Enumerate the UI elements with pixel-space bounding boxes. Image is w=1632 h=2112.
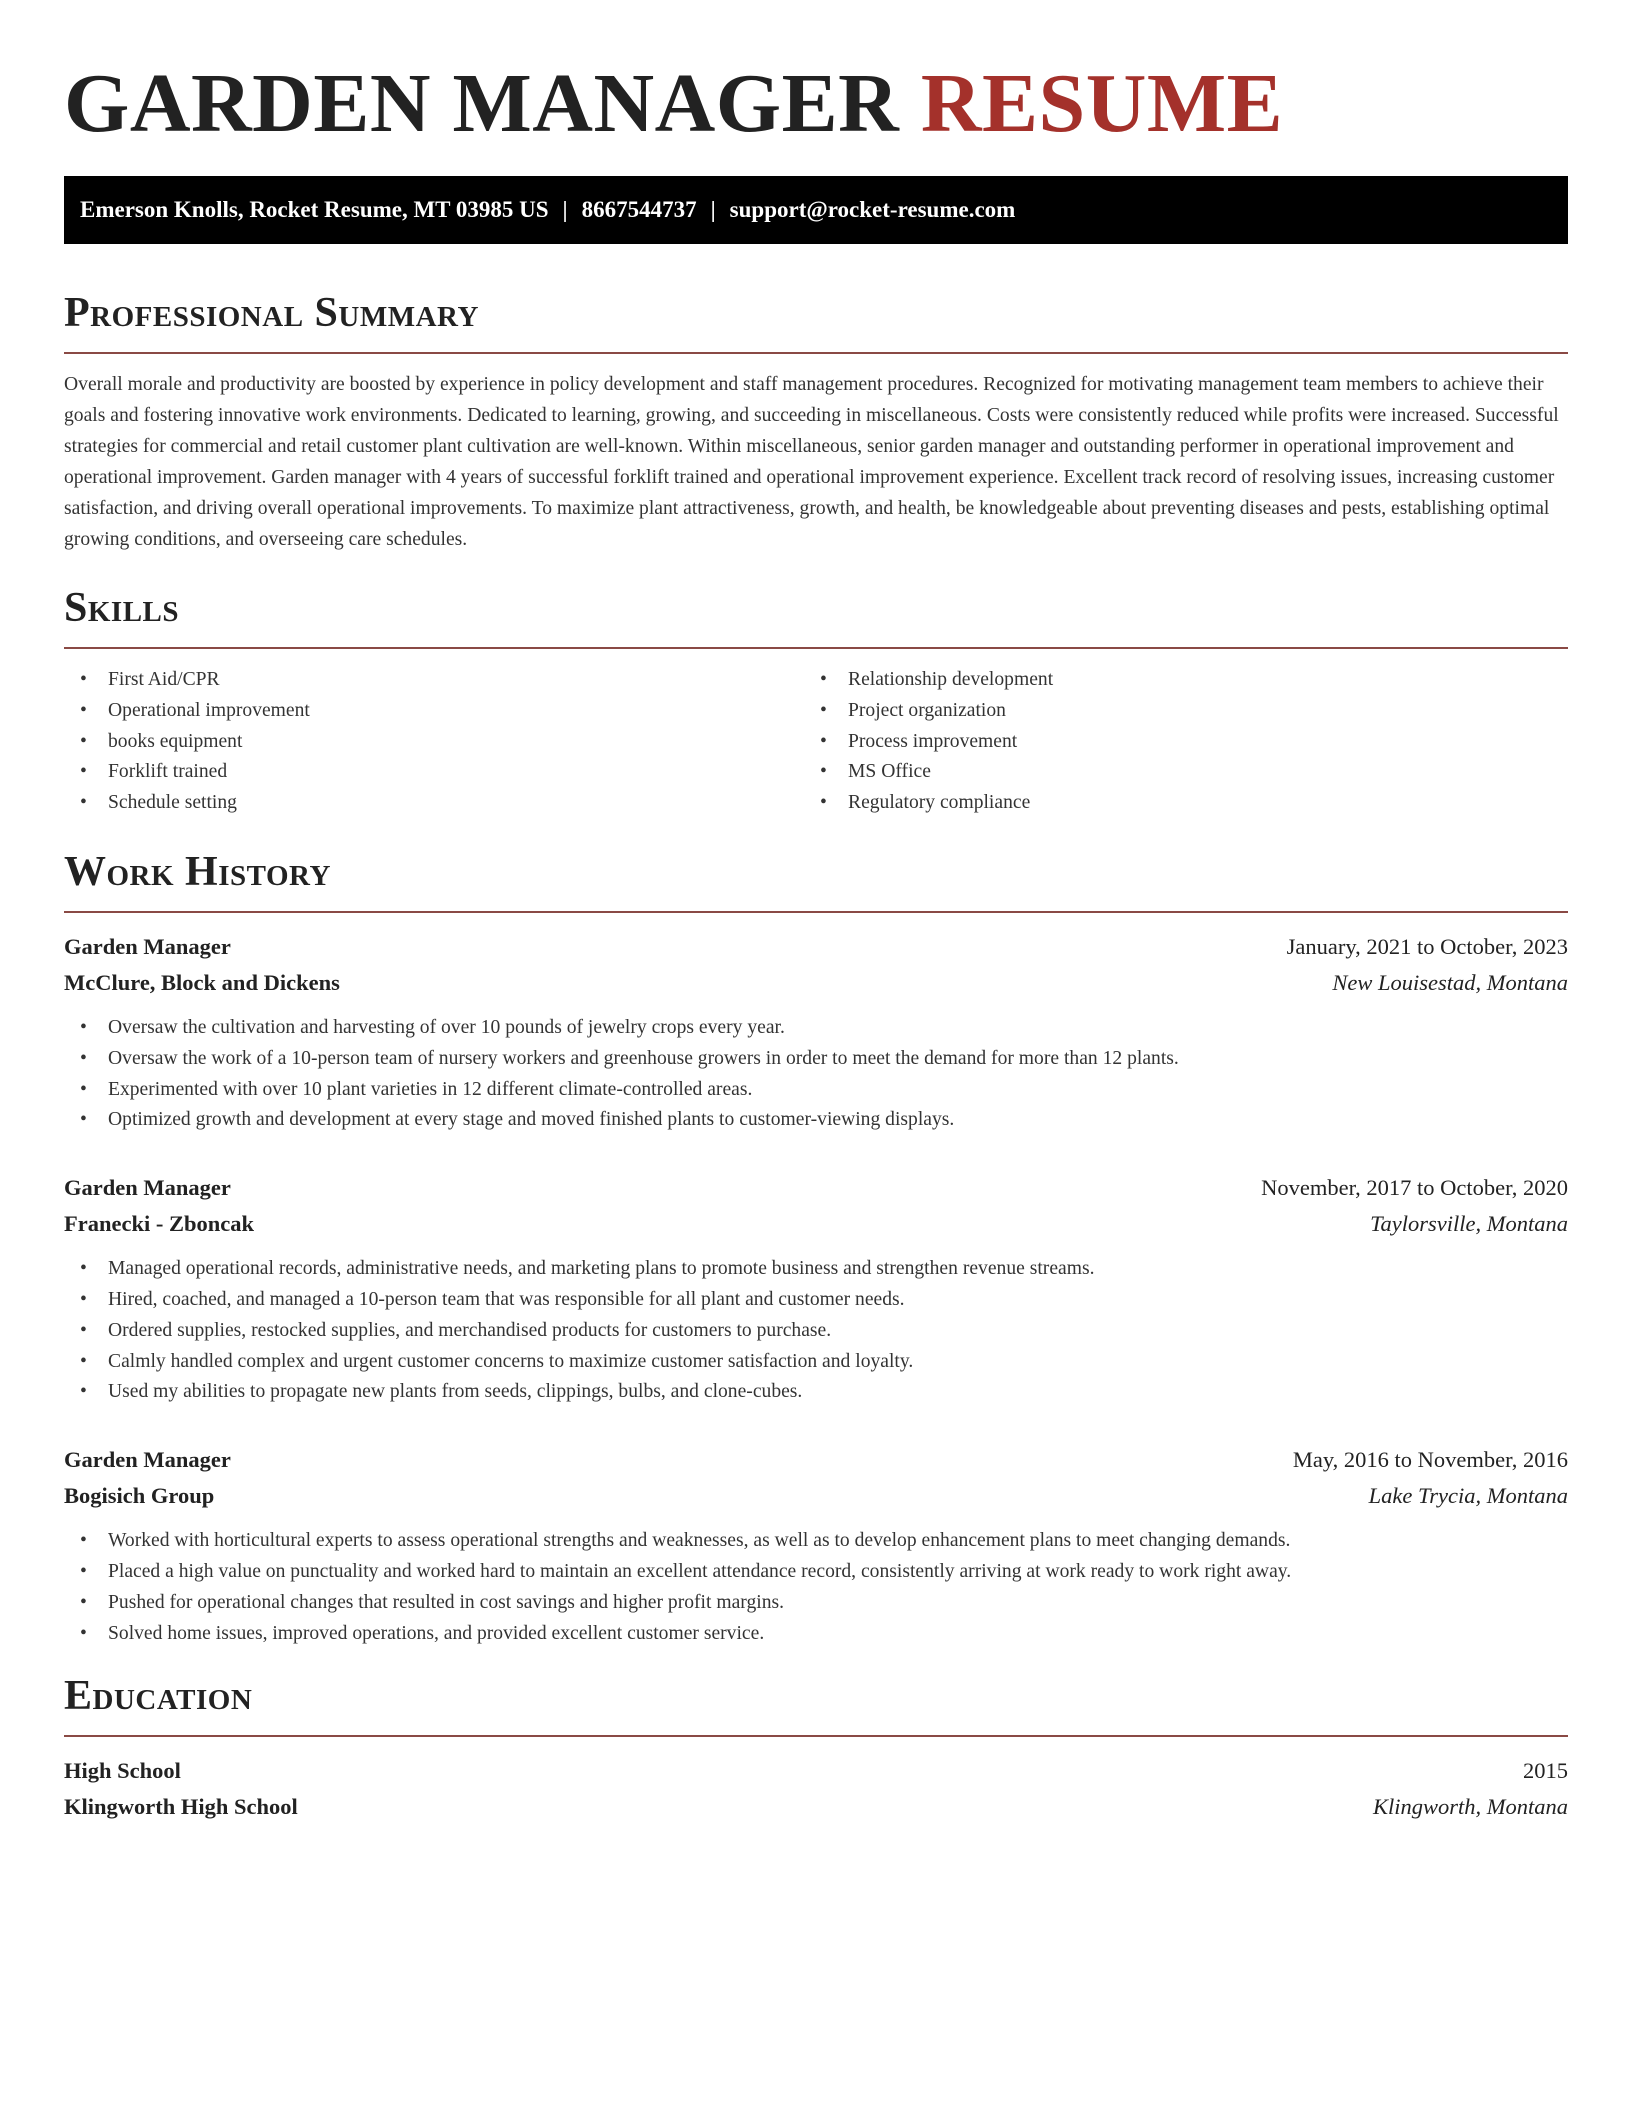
skills-heading: Skills <box>64 583 1568 649</box>
job-entry <box>64 929 1568 1136</box>
resume-page <box>64 0 1568 1825</box>
job-title: Garden Manager <box>64 1447 231 1473</box>
education-degree: High School <box>64 1758 181 1784</box>
skills-list <box>64 665 1568 819</box>
job-dates: January, 2021 to October, 2023 <box>1286 933 1568 959</box>
job-company: Franecki - Zboncak <box>64 1211 255 1237</box>
contact-bar <box>64 176 1568 244</box>
job-bullet: • Worked with horticultural experts to assess operational strengths and weaknesses, as well as to develop enhancement plans to meet changing demands. <box>64 1526 1568 1557</box>
job-location: New Louisestad, Montana <box>1332 969 1568 995</box>
skill-item: • Schedule setting <box>64 788 804 819</box>
skill-item: • Regulatory compliance <box>804 788 1544 819</box>
title-main: GARDEN MANAGER <box>64 57 900 150</box>
job-bullet: • Placed a high value on punctuality and worked hard to maintain an excellent attendance record, consistently arriving at work ready to work right away. <box>64 1557 1568 1588</box>
education-year: 2015 <box>1523 1758 1568 1784</box>
education-location: Klingworth, Montana <box>1372 1794 1568 1820</box>
job-bullet: • Used my abilities to propagate new plants from seeds, clippings, bulbs, and clone-cubes. <box>64 1377 1568 1408</box>
job-bullet: • Managed operational records, administrative needs, and marketing plans to promote business and strengthen revenue streams. <box>64 1254 1568 1285</box>
work-history-heading: Work History <box>64 847 1568 913</box>
contact-separator: | <box>710 197 716 222</box>
skill-item: • books equipment <box>64 727 804 758</box>
education-school: Klingworth High School <box>64 1794 298 1820</box>
job-bullet: • Calmly handled complex and urgent customer concerns to maximize customer satisfaction and loyalty. <box>64 1347 1568 1378</box>
skills-column-left <box>64 665 804 819</box>
job-entry <box>64 1442 1568 1649</box>
job-location: Taylorsville, Montana <box>1370 1211 1568 1237</box>
contact-email: support@rocket-resume.com <box>729 197 1016 222</box>
job-dates: November, 2017 to October, 2020 <box>1261 1175 1568 1201</box>
title-accent: RESUME <box>920 57 1284 150</box>
skill-item: • Project organization <box>804 696 1544 727</box>
skills-column-right <box>804 665 1544 819</box>
job-bullet: • Oversaw the cultivation and harvesting of over 10 pounds of jewelry crops every year. <box>64 1013 1568 1044</box>
job-bullet: • Pushed for operational changes that resulted in cost savings and higher profit margins. <box>64 1588 1568 1619</box>
contact-separator: | <box>562 197 568 222</box>
job-bullet: • Oversaw the work of a 10-person team of nursery workers and greenhouse growers in order to meet the demand for more than 12 plants. <box>64 1044 1568 1075</box>
job-title: Garden Manager <box>64 933 231 959</box>
job-bullet: • Optimized growth and development at every stage and moved finished plants to customer-viewing displays. <box>64 1105 1568 1136</box>
job-location: Lake Trycia, Montana <box>1368 1483 1568 1509</box>
job-entry <box>64 1170 1568 1408</box>
job-bullet: • Solved home issues, improved operations, and provided excellent customer service. <box>64 1619 1568 1650</box>
job-dates: May, 2016 to November, 2016 <box>1292 1447 1568 1473</box>
skill-item: • Process improvement <box>804 727 1544 758</box>
education-heading: Education <box>64 1671 1568 1737</box>
skill-item: • Operational improvement <box>64 696 804 727</box>
education-entry <box>64 1753 1568 1825</box>
job-company: McClure, Block and Dickens <box>64 969 340 995</box>
skill-item: • Relationship development <box>804 665 1544 696</box>
job-title: Garden Manager <box>64 1175 231 1201</box>
job-company: Bogisich Group <box>64 1483 215 1509</box>
contact-address: Emerson Knolls, Rocket Resume, MT 03985 US <box>80 197 549 222</box>
summary-heading: Professional Summary <box>64 288 1568 354</box>
skill-item: • First Aid/CPR <box>64 665 804 696</box>
summary-text: Overall morale and productivity are boosted by experience in policy development and staff management procedures. Recognized for motivating management team members to achieve their goals and fostering innovative work environments. Dedicated to learning, growing, and succeeding in miscellaneous. Costs were consistently reduced while profits were increased. Successful strategies for commercial and retail customer plant cultivation are well-known. Within miscellaneous, senior garden manager and outstanding performer in operational improvement and operational improvement. Garden manager with 4 years of successful forklift trained and operational improvement experience. Excellent track record of resolving issues, increasing customer satisfaction, and driving overall operational improvements. To maximize plant attractiveness, growth, and health, be knowledgeable about preventing diseases and pests, establishing optimal growing conditions, and overseeing care schedules. <box>64 374 1559 550</box>
resume-title <box>64 58 1568 150</box>
job-bullet: • Hired, coached, and managed a 10-person team that was responsible for all plant and customer needs. <box>64 1285 1568 1316</box>
skill-item: • Forklift trained <box>64 757 804 788</box>
skill-item: • MS Office <box>804 757 1544 788</box>
job-bullet: • Experimented with over 10 plant varieties in 12 different climate-controlled areas. <box>64 1075 1568 1106</box>
job-bullet: • Ordered supplies, restocked supplies, and merchandised products for customers to purchase. <box>64 1316 1568 1347</box>
contact-phone: 8667544737 <box>581 197 697 222</box>
